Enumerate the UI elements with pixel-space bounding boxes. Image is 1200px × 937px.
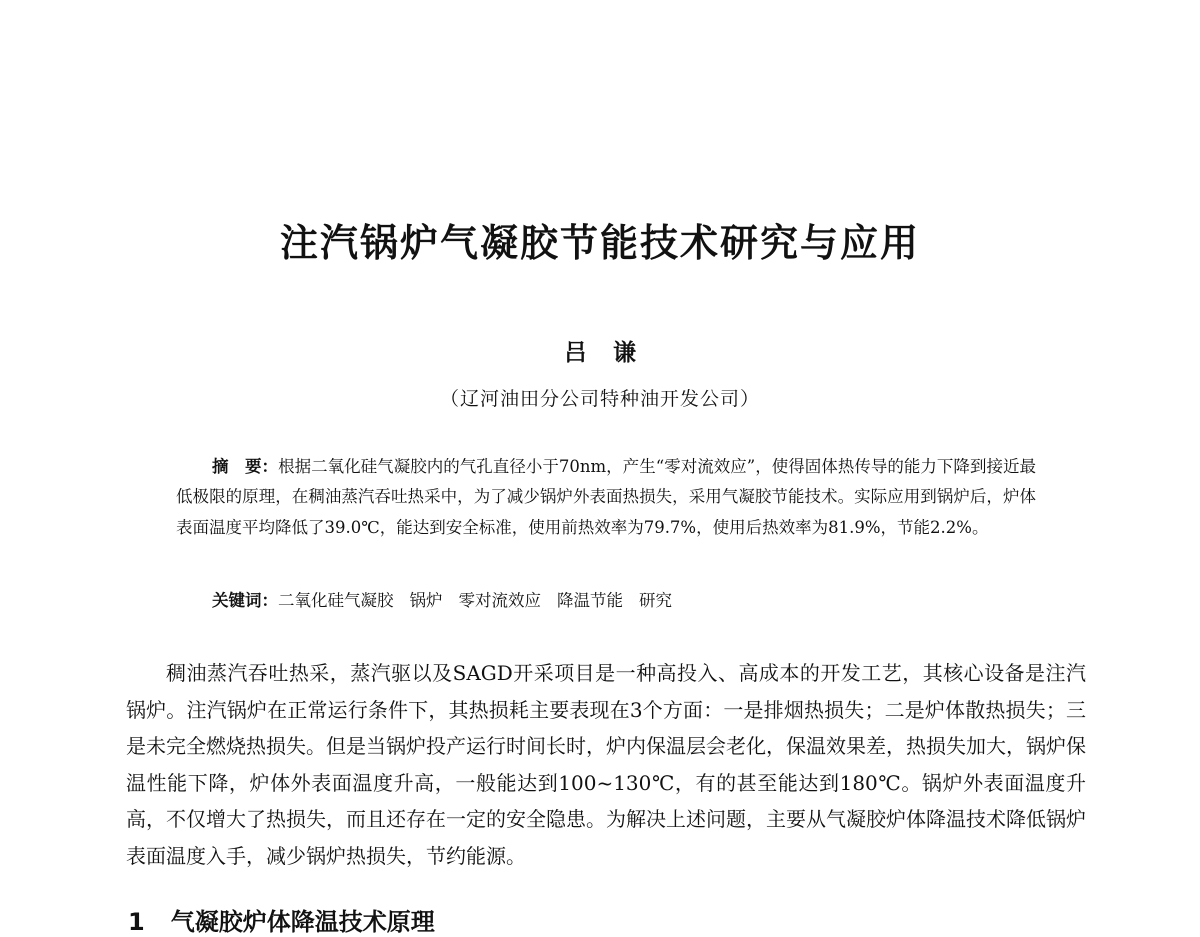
keyword: 锅炉 (409, 591, 443, 610)
section-heading (128, 902, 928, 937)
keywords (212, 586, 1036, 616)
intro-paragraph: 稠油蒸汽吞吐热采，蒸汽驱以及SAGD开采项目是一种高投入、高成本的开发工艺，其核心设备是注汽锅炉。注汽锅炉在正常运行条件下，其热损耗主要表现在3个方面：一是排烟热损失；二是炉体散热损失；三是未完全燃烧热损失。但是当锅炉投产运行时间长时，炉内保温层会老化，保温效果差，热损失加大，锅炉保温性能下降，炉体外表面温度升高，一般能达到100~130℃，有的甚至能达到180℃。锅炉外表面温度升高，不仅增大了热损失，而且还存在一定的安全隐患。为解决上述问题，主要从气凝胶炉体降温技术降低锅炉表面温度入手，减少锅炉热损失，节约能源。 (126, 661, 1086, 868)
keyword: 研究 (639, 591, 672, 610)
keyword: 降温节能 (557, 591, 623, 610)
paper-title: 注汽锅炉气凝胶节能技术研究与应用 (279, 221, 920, 265)
keyword: 二氧化硅气凝胶 (278, 591, 394, 610)
section-number: 1 (128, 908, 145, 936)
abstract-label: 摘 要： (212, 457, 279, 476)
keywords-label: 关键词： (212, 591, 278, 610)
abstract (176, 452, 1036, 543)
section-title: 气凝胶炉体降温技术原理 (170, 908, 435, 936)
author-affiliation: （辽河油田分公司特种油开发公司） (439, 388, 760, 410)
author-name: 吕谦 (564, 340, 662, 366)
abstract-text: 根据二氧化硅气凝胶内的气孔直径小于70nm，产生“零对流效应”，使得固体热传导的能力下降到接近最低极限的原理，在稠油蒸汽吞吐热采中，为了减少锅炉外表面热损失，采用气凝胶节能技术。实际应用到锅炉后，炉体表面温度平均降低了39.0℃，能达到安全标准，使用前热效率为79.7%，使用后热效率为81.9%，节能2.2%。 (176, 457, 1037, 537)
keyword: 零对流效应 (458, 591, 541, 610)
